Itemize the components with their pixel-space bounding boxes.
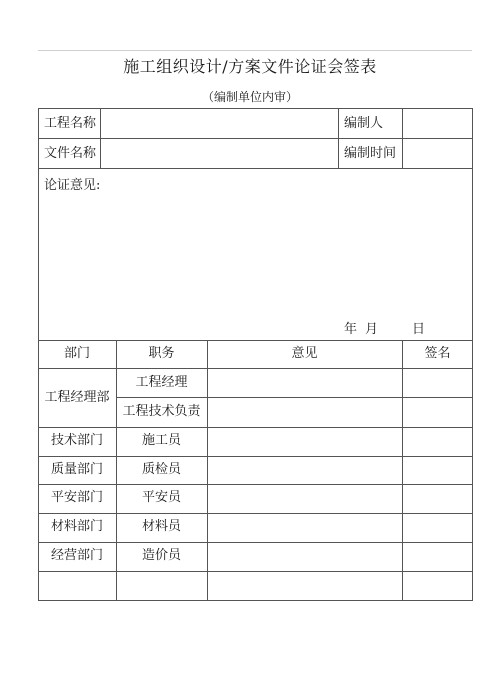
column-divider — [402, 108, 403, 168]
dept-materials: 材料部门 — [50, 519, 103, 534]
role-technical-lead: 工程技术负责 — [122, 404, 201, 419]
file-name-label: 文件名称 — [44, 146, 97, 161]
author-time-field[interactable] — [408, 146, 468, 162]
opinion-label: 论证意见: — [44, 178, 101, 193]
header-role: 职务 — [148, 346, 175, 361]
role-safety-officer: 平安员 — [141, 490, 181, 505]
form-subtitle: （编制单位内审） — [201, 90, 298, 104]
author-label: 编制人 — [344, 116, 384, 131]
opinion-date-day: 日 — [412, 322, 426, 337]
project-name-field[interactable] — [106, 116, 332, 132]
dept-safety: 平安部门 — [50, 490, 103, 505]
column-divider — [338, 108, 339, 168]
form-title: 施工组织设计/方案文件论证会签表 — [123, 57, 377, 76]
author-time-label: 编制时间 — [344, 146, 397, 161]
dept-technical: 技术部门 — [50, 433, 103, 448]
row-divider — [38, 427, 473, 428]
opinion-date-year: 年 — [344, 322, 358, 337]
column-divider — [402, 340, 403, 601]
dept-project-management: 工程经理部 — [44, 390, 110, 405]
opinion-date-month: 月 — [365, 322, 379, 337]
row-divider — [38, 571, 473, 572]
row-divider — [38, 484, 473, 485]
row-divider — [38, 138, 473, 139]
column-divider — [207, 340, 208, 601]
role-cost-estimator: 造价员 — [141, 548, 181, 563]
column-divider — [100, 108, 101, 168]
row-divider — [38, 456, 473, 457]
header-sign: 签名 — [424, 346, 451, 361]
header-opinion: 意见 — [291, 346, 318, 361]
role-construction-officer: 施工员 — [141, 433, 181, 448]
row-divider — [38, 168, 473, 169]
top-divider — [38, 50, 472, 51]
row-divider — [116, 397, 473, 398]
dept-business: 经营部门 — [50, 548, 103, 563]
row-divider — [38, 542, 473, 543]
file-name-field[interactable] — [106, 146, 332, 162]
header-dept: 部门 — [63, 346, 90, 361]
author-field[interactable] — [408, 116, 468, 132]
project-name-label: 工程名称 — [44, 116, 97, 131]
role-project-manager: 工程经理 — [135, 375, 188, 390]
role-materials-officer: 材料员 — [141, 519, 181, 534]
dept-quality: 质量部门 — [50, 462, 103, 477]
row-divider — [38, 513, 473, 514]
row-divider — [38, 340, 473, 341]
role-quality-inspector: 质检员 — [141, 462, 181, 477]
row-divider — [38, 368, 473, 369]
